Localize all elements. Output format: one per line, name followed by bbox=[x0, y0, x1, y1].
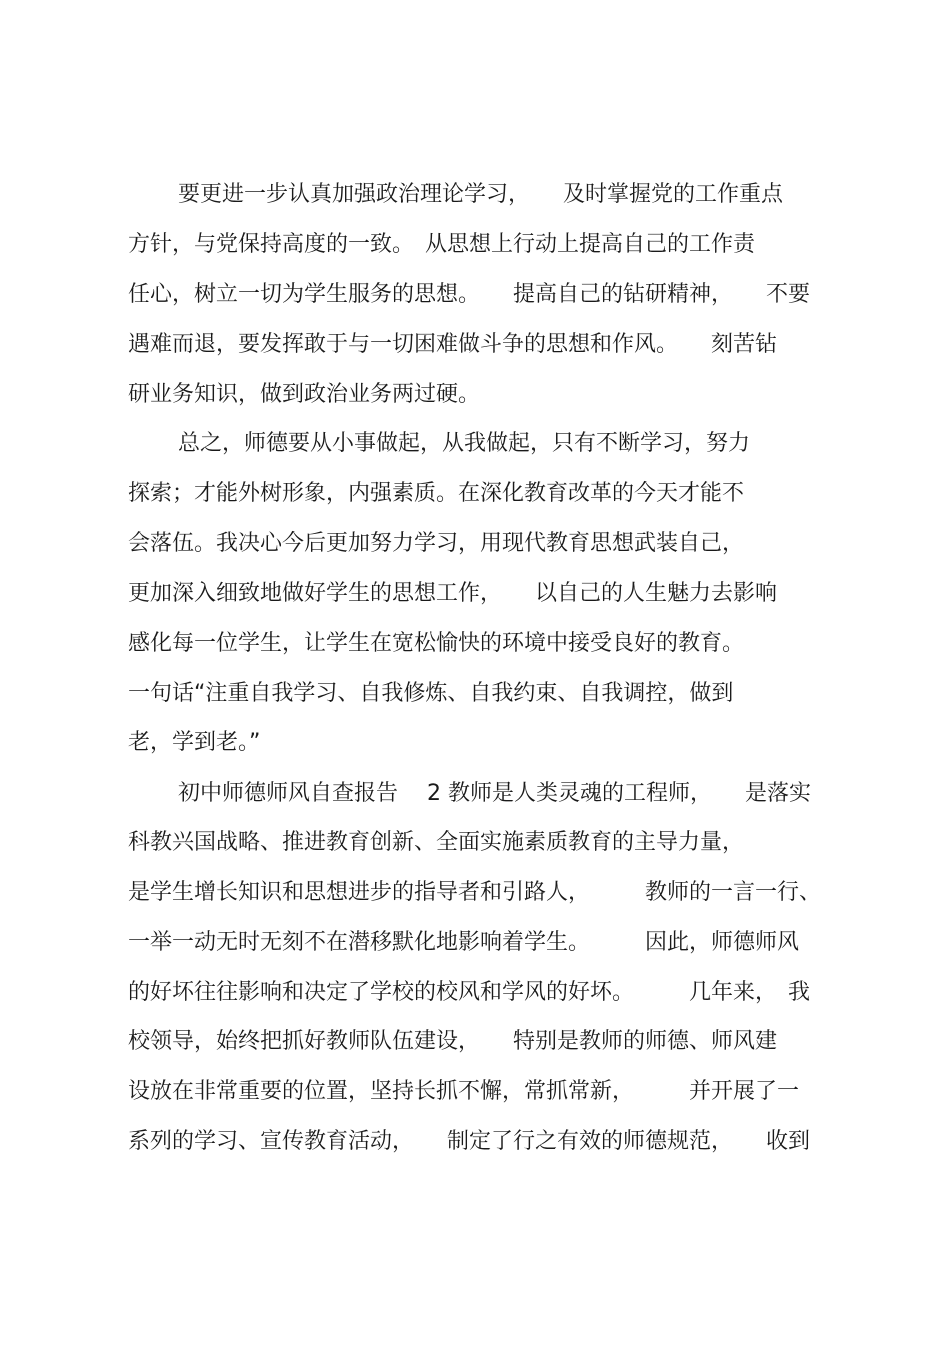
text-line: 要更进一步认真加强政治理论学习， 及时掌握党的工作重点 bbox=[178, 182, 784, 207]
text-line: 感化每一位学生，让学生在宽松愉快的环境中接受良好的教育。 bbox=[128, 631, 745, 656]
text-line: 系列的学习、宣传教育活动， 制定了行之有效的师德规范， 收到 bbox=[128, 1129, 811, 1154]
text-line: 会落伍。我决心今后更加努力学习，用现代教育思想武装自己， bbox=[128, 531, 745, 556]
text-line: 初中师德师风自查报告 2 教师是人类灵魂的工程师， 是落实 bbox=[178, 781, 811, 806]
text-line: 探索；才能外树形象，内强素质。在深化教育改革的今天才能不 bbox=[128, 481, 745, 506]
text-line: 是学生增长知识和思想进步的指导者和引路人， 教师的一言一行、 bbox=[128, 880, 822, 905]
text-line: 的好坏往往影响和决定了学校的校风和学风的好坏。 几年来， 我 bbox=[128, 980, 811, 1005]
text-line: 科教兴国战略、推进教育创新、全面实施素质教育的主导力量， bbox=[128, 830, 745, 855]
text-line: 校领导，始终把抓好教师队伍建设， 特别是教师的师德、师风建 bbox=[128, 1029, 778, 1054]
text-line: 更加深入细致地做好学生的思想工作， 以自己的人生魅力去影响 bbox=[128, 581, 778, 606]
text-line: 研业务知识，做到政治业务两过硬。 bbox=[128, 382, 481, 407]
text-line: 总之，师德要从小事做起，从我做起，只有不断学习，努力 bbox=[178, 431, 751, 456]
text-line: 遇难而退，要发挥敢于与一切困难做斗争的思想和作风。 刻苦钻 bbox=[128, 332, 778, 357]
text-line: 方针，与党保持高度的一致。 从思想上行动上提高自己的工作责 bbox=[128, 232, 756, 257]
text-line: 一举一动无时无刻不在潜移默化地影响着学生。 因此，师德师风 bbox=[128, 930, 800, 955]
text-line: 老，学到老。” bbox=[128, 730, 261, 755]
text-line: 一句话“注重自我学习、自我修炼、自我约束、自我调控，做到 bbox=[128, 681, 734, 706]
text-line: 设放在非常重要的位置，坚持长抓不懈，常抓常新， 并开展了一 bbox=[128, 1079, 800, 1104]
text-line: 任心，树立一切为学生服务的思想。 提高自己的钻研精神， 不要 bbox=[128, 282, 811, 307]
